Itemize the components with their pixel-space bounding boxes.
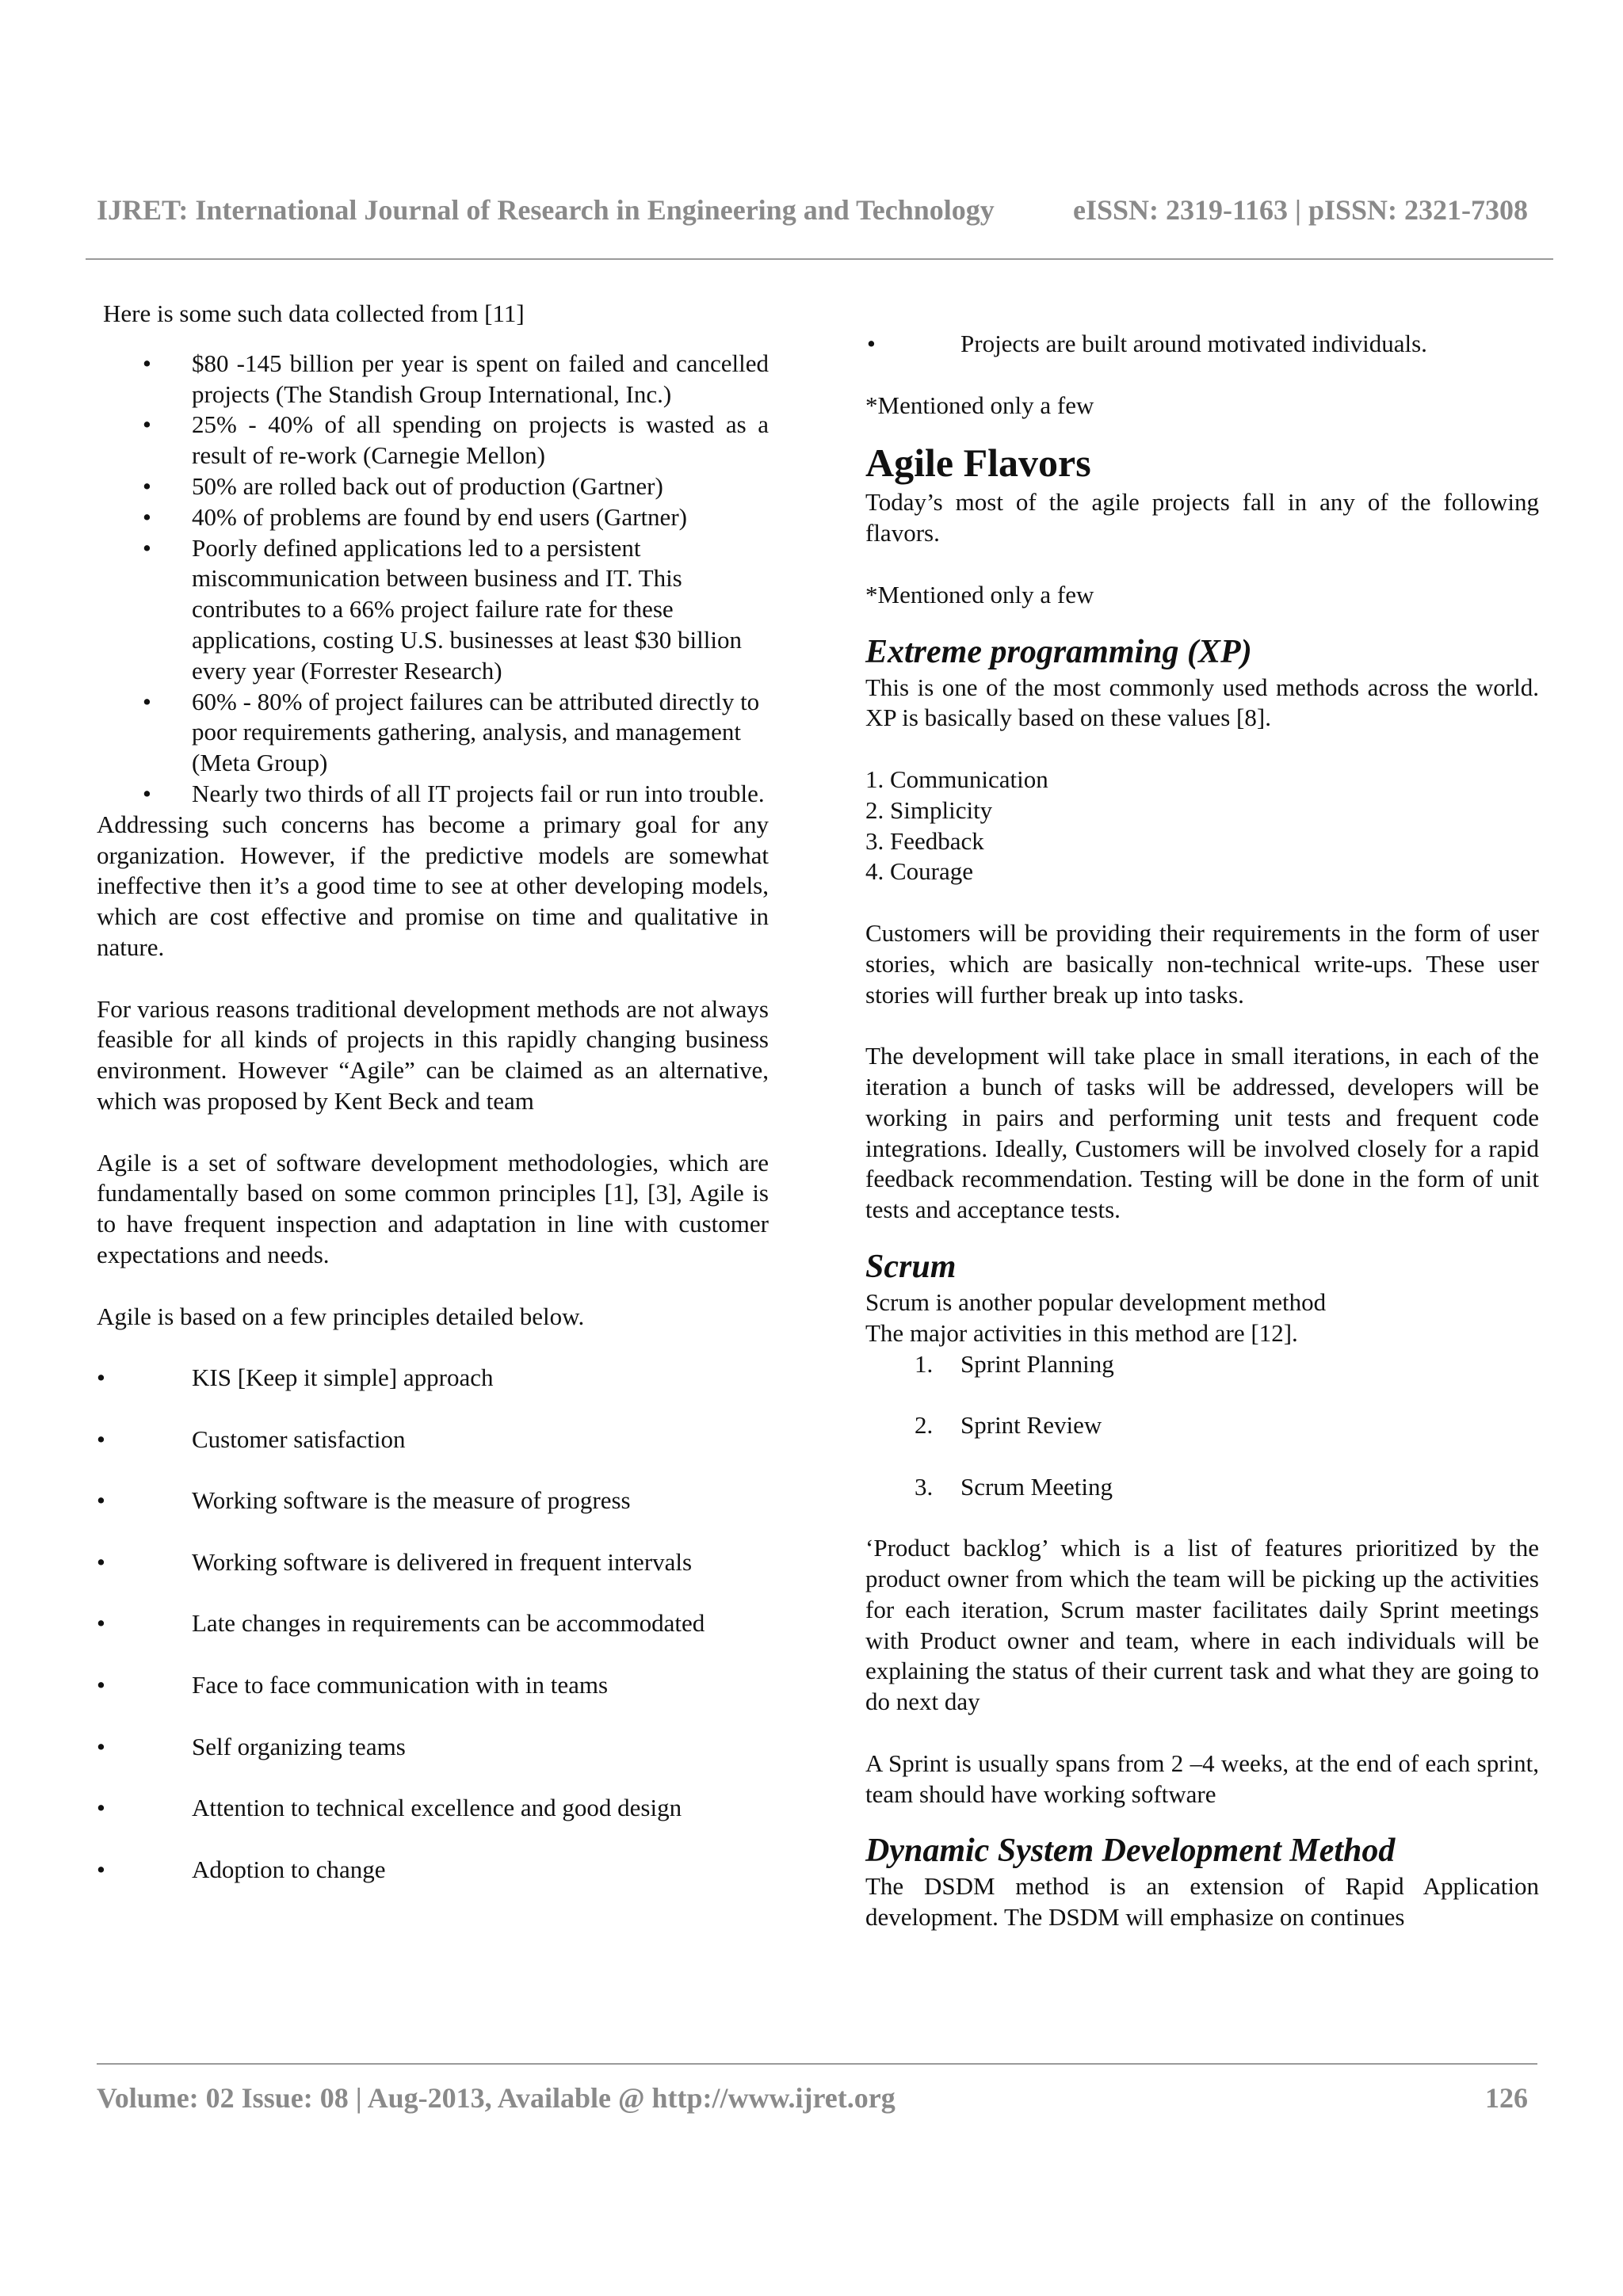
bullet: • bbox=[97, 1486, 105, 1515]
paragraph: The DSDM method is an extension of Rapid Application development. The DSDM will emphasize on continues bbox=[865, 1872, 1539, 1932]
subsection-heading: Dynamic System Development Method bbox=[865, 1833, 1396, 1870]
list-item: • Working software is the measure of progress bbox=[97, 1486, 769, 1516]
list-item: • $80 -145 billion per year is spent on failed and cancelled projects (The Standish Group International, Inc.) bbox=[97, 349, 769, 410]
right-column bbox=[865, 329, 1539, 1933]
list-item: • Face to face communication with in teams bbox=[97, 1670, 769, 1701]
xp-values-list bbox=[865, 765, 1539, 887]
failure-stats-list bbox=[97, 349, 769, 810]
principles-list bbox=[97, 1363, 769, 1886]
header-rule bbox=[86, 258, 1553, 260]
left-column bbox=[97, 299, 769, 1886]
paragraph: Agile is a set of software development methodologies, which are fundamentally based on some common principles [1], [3], Agile is to have frequent inspection and adaptation in line with customer expectations and needs. bbox=[97, 1148, 769, 1268]
list-item: • KIS [Keep it simple] approach bbox=[97, 1363, 769, 1394]
paragraph: The major activities in this method are [12]. bbox=[865, 1318, 1298, 1347]
list-item: • Projects are built around motivated individuals. bbox=[865, 329, 1539, 360]
subsection-heading: Extreme programming (XP) bbox=[865, 633, 1252, 670]
list-item: 3. Feedback bbox=[865, 826, 984, 855]
running-footer bbox=[97, 2081, 1528, 2115]
list-item: • Poorly defined applications led to a persistent miscommunication between business and IT. This contributes to a 66% project failure rate for these applications, costing U.S. businesses at least $30 billion every year (Forrester Research) bbox=[97, 533, 769, 687]
bullet: • bbox=[97, 1732, 105, 1760]
bullet: • bbox=[97, 1671, 105, 1699]
list-item: • Self organizing teams bbox=[97, 1732, 769, 1763]
bullet: • bbox=[97, 1425, 105, 1453]
volume-info: Volume: 02 Issue: 08 | Aug-2013, Available @ http://www.ijret.org bbox=[97, 2082, 896, 2114]
list-item: 1. Communication bbox=[865, 765, 1048, 793]
issn-info: eISSN: 2319-1163 | pISSN: 2321-7308 bbox=[1073, 194, 1528, 226]
paragraph: ‘Product backlog’ which is a list of features prioritized by the product owner from which the team will be picking up the activities for each iteration, Scrum master facilitates daily Sprint meetings with Product owner and team, where in each individuals will be explaining the status of their current task and what they are going to do next day bbox=[865, 1534, 1539, 1716]
list-item: 2. Sprint Review bbox=[915, 1411, 1102, 1440]
paragraph: This is one of the most commonly used methods across the world. XP is basically based on these values [8]. bbox=[865, 673, 1539, 732]
bullet: • bbox=[97, 1363, 105, 1392]
paragraph: For various reasons traditional development methods are not always feasible for all kinds of projects in this rapidly changing business environment. However “Agile” can be claimed as an alternative, which was proposed by Kent Beck and team bbox=[97, 994, 769, 1115]
list-item: 4. Courage bbox=[865, 857, 974, 886]
list-item: • 50% are rolled back out of production (Gartner) bbox=[97, 471, 769, 502]
bullet: • bbox=[867, 330, 876, 357]
list-item: • Adoption to change bbox=[97, 1855, 769, 1886]
page-number: 126 bbox=[1485, 2082, 1528, 2114]
list-item: • 40% of problems are found by end users (Gartner) bbox=[97, 502, 769, 533]
paragraph: Scrum is another popular development method bbox=[865, 1287, 1327, 1316]
list-item: 2. Simplicity bbox=[865, 795, 993, 824]
footnote: *Mentioned only a few bbox=[865, 580, 1094, 608]
journal-title: IJRET: International Journal of Research in Engineering and Technology bbox=[97, 194, 995, 226]
paragraph: Agile is based on a few principles detailed below. bbox=[97, 1302, 585, 1330]
paragraph: The development will take place in small iterations, in each of the iteration a bunch of tasks will be addressed, developers will be working in pairs and performing unit tests and frequent code integrations. Ideally, Customers will be involved closely for a rapid feedback recommendation. Testing will be done in the form of unit tests and acceptance tests. bbox=[865, 1042, 1539, 1224]
bullet: • bbox=[97, 1794, 105, 1822]
paragraph: Today’s most of the agile projects fall in any of the following flavors. bbox=[865, 488, 1539, 547]
paragraph: Customers will be providing their requirements in the form of user stories, which are basically non-technical write-ups. These user stories will further break up into tasks. bbox=[865, 918, 1539, 1009]
list-item: • 60% - 80% of project failures can be attributed directly to poor requirements gathering, analysis, and management (Meta Group) bbox=[97, 687, 769, 779]
paragraph: Addressing such concerns has become a primary goal for any organization. However, if the predictive models are somewhat ineffective then it’s a good time to see at other developing models, which are cost effective and promise on time and qualitative in nature. bbox=[97, 810, 769, 961]
list-item: 3. Scrum Meeting bbox=[915, 1472, 1113, 1501]
running-header bbox=[97, 193, 1528, 227]
paragraph: A Sprint is usually spans from 2 –4 weeks, at the end of each sprint, team should have working software bbox=[865, 1749, 1539, 1808]
list-item: • Customer satisfaction bbox=[97, 1425, 769, 1455]
bullet: • bbox=[97, 1547, 105, 1576]
section-heading: Agile Flavors bbox=[865, 441, 1091, 486]
list-item: • Nearly two thirds of all IT projects fail or run into trouble. bbox=[97, 779, 769, 810]
subsection-heading: Scrum bbox=[865, 1248, 957, 1285]
list-item: • Working software is delivered in frequent intervals bbox=[97, 1547, 769, 1578]
list-item: 1. Sprint Planning bbox=[915, 1349, 1114, 1378]
data-intro: Here is some such data collected from [11] bbox=[103, 299, 525, 327]
list-item: • 25% - 40% of all spending on projects is wasted as a result of re-work (Carnegie Mellon) bbox=[97, 410, 769, 471]
bullet: • bbox=[97, 1855, 105, 1883]
bullet: • bbox=[97, 1609, 105, 1638]
list-item: • Late changes in requirements can be accommodated bbox=[97, 1608, 769, 1639]
footer-rule bbox=[97, 2063, 1537, 2065]
list-item: • Attention to technical excellence and good design bbox=[97, 1793, 769, 1824]
scrum-activities-list bbox=[865, 1349, 1539, 1503]
footnote: *Mentioned only a few bbox=[865, 391, 1094, 419]
